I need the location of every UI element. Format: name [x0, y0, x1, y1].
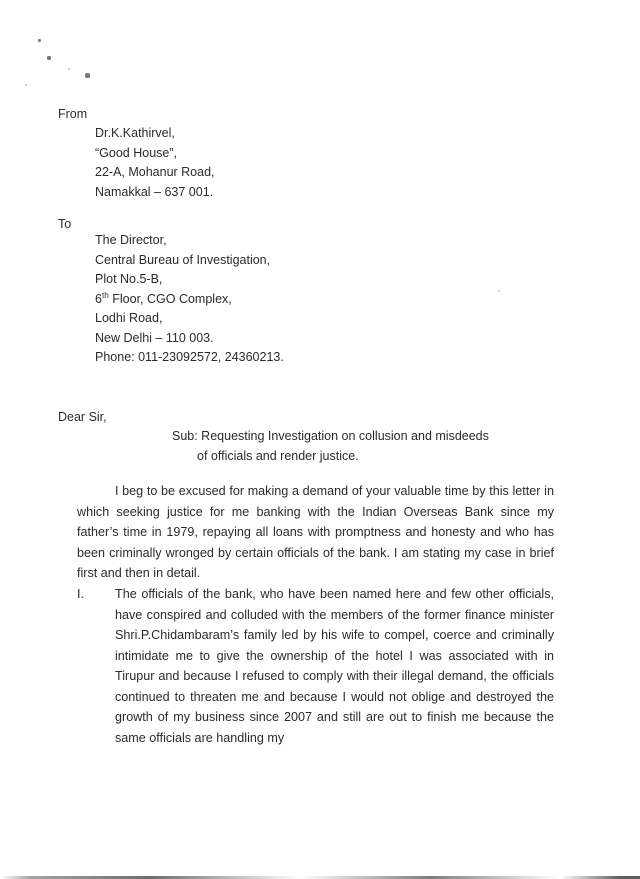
scan-speck [47, 56, 51, 60]
sender-address-line: Dr.K.Kathirvel, [95, 126, 175, 140]
scan-speck [38, 39, 41, 42]
recipient-address-line: Plot No.5-B, [95, 272, 163, 286]
sender-address-line: 22-A, Mohanur Road, [95, 165, 215, 179]
sender-label: From [58, 107, 88, 121]
floor-ordinal-suffix: th [101, 290, 109, 300]
floor-rest: Floor, CGO Complex, [108, 291, 232, 306]
recipient-label: To [58, 217, 72, 231]
clause-item [77, 584, 554, 748]
sender-address-line: Namakkal – 637 001. [95, 184, 214, 199]
recipient-address-line: New Delhi – 110 003. [95, 330, 214, 345]
recipient-phone-line: Phone: 011-23092572, 24360213. [95, 350, 284, 364]
recipient-address-floor-line [95, 290, 284, 310]
salutation: Dear Sir, [58, 410, 107, 424]
sender-address [95, 124, 215, 202]
scan-speck [25, 84, 27, 86]
floor-number: 6 [95, 291, 102, 306]
subject-line-2: of officials and render justice. [197, 449, 359, 463]
clause-text: The officials of the bank, who have been named here and few other officials, have conspired and colluded with the members of the former finance minister Shri.P.Chidambaram’s family led by his wife to compel, coerce and criminally intimidate me to give the ownership of the hotel I was associated with in Tirupur and because I refused to comply with their illegal demand, the officials continued to threaten me and because I would not oblige and destroyed the growth of my business since 2007 and still are out to finish me because the same officials are handling my [115, 587, 554, 745]
recipient-address-line: The Director, [95, 233, 167, 247]
scan-speck [85, 73, 90, 78]
scan-speck [498, 290, 500, 292]
scan-speck [68, 68, 70, 70]
recipient-address-line: Lodhi Road, [95, 311, 163, 325]
recipient-address [95, 231, 284, 368]
subject-line-1: Sub: Requesting Investigation on collusion and misdeeds [172, 429, 489, 443]
opening-paragraph: I beg to be excused for making a demand of your valuable time by this letter in which seeking justice for me banking with the Indian Overseas Bank since my father’s time in 1979, repaying all loans with promptness and honesty and who has been criminally wronged by certain officials of the bank. I am stating my case in brief first and then in detail. [77, 484, 554, 580]
clause-marker: I. [77, 587, 84, 601]
sender-address-line: “Good House”, [95, 145, 177, 160]
recipient-address-line: Central Bureau of Investigation, [95, 252, 271, 267]
